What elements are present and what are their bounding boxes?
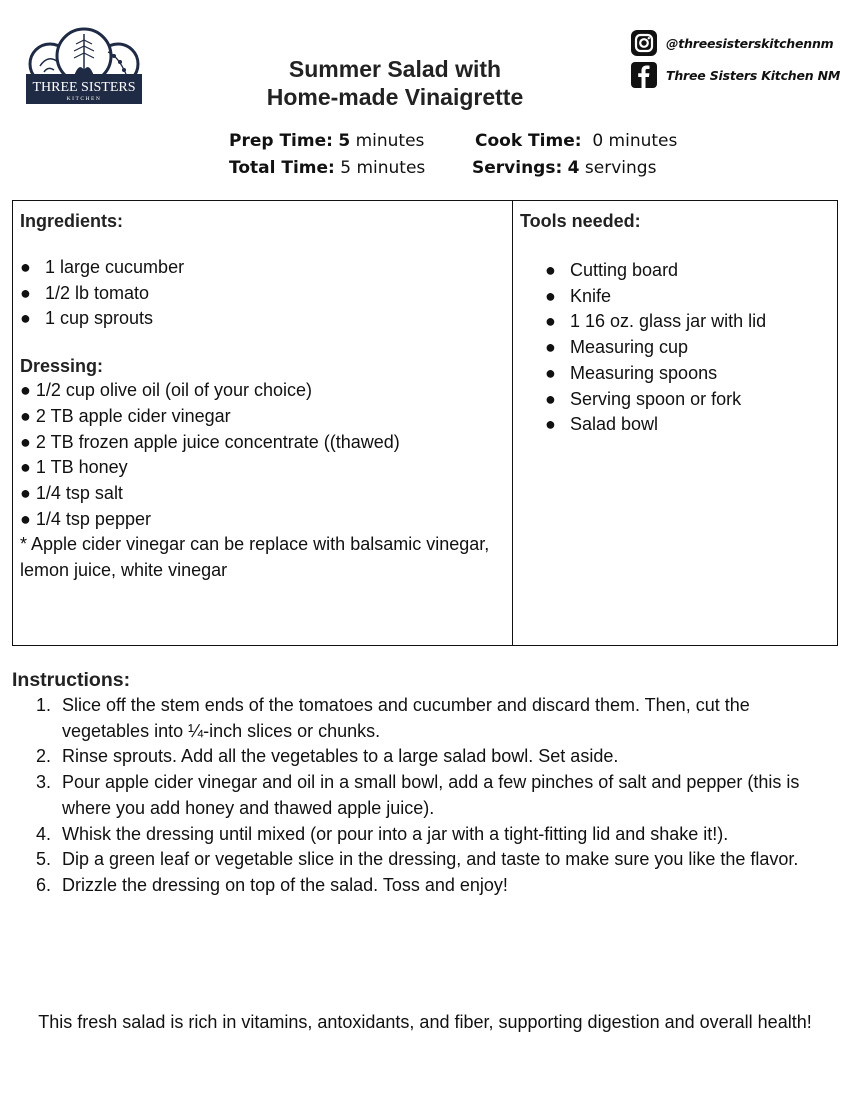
step-number: 3. xyxy=(36,772,52,793)
ingredient-text: 1/2 lb tomato xyxy=(45,282,150,303)
cook-time-label: Cook Time: xyxy=(475,131,582,151)
step-number: 6. xyxy=(36,874,52,895)
prep-time-unit: minutes xyxy=(350,131,425,151)
list-item xyxy=(20,455,512,481)
tool-text: Knife xyxy=(570,285,612,306)
tool-text: Salad bowl xyxy=(570,414,659,435)
health-note: This fresh salad is rich in vitamins, antoxidants, and fiber, supporting digestion and overall health! xyxy=(38,1012,812,1032)
title-line-2: Home-made Vinaigrette xyxy=(266,84,524,110)
list-item xyxy=(545,335,837,361)
instruction-step xyxy=(12,822,827,848)
bullet-icon: ● xyxy=(545,414,556,435)
list-item xyxy=(20,481,512,507)
total-time xyxy=(229,155,425,182)
bullet-icon: ● xyxy=(20,431,31,452)
step-number: 1. xyxy=(36,695,52,715)
bullet-icon: ● xyxy=(20,282,31,303)
tool-text: 1 16 oz. glass jar with lid xyxy=(570,311,767,332)
step-text: Whisk the dressing until mixed (or pour into a jar with a tight-fitting lid and shake it!). xyxy=(62,823,729,844)
list-item xyxy=(20,507,512,533)
bullet-icon: ● xyxy=(545,311,556,332)
bullet-icon: ● xyxy=(20,380,31,401)
list-item xyxy=(20,404,512,430)
list-item xyxy=(545,309,837,335)
step-number: 2. xyxy=(36,746,52,767)
recipe-times-right xyxy=(472,128,677,182)
facebook-icon xyxy=(630,61,658,89)
list-item xyxy=(545,361,837,387)
instruction-step xyxy=(12,847,827,873)
servings-label: Servings: xyxy=(472,158,563,178)
ingredient-text: 1 cup sprouts xyxy=(45,308,154,329)
list-item xyxy=(545,387,837,413)
bullet-icon: ● xyxy=(20,308,31,329)
step-number: 5. xyxy=(36,849,52,870)
three-sisters-kitchen-logo xyxy=(24,26,144,106)
cook-time-value: 0 minutes xyxy=(581,131,678,151)
instagram-handle: @threesisterskitchennm xyxy=(666,35,834,51)
bullet-icon: ● xyxy=(20,508,31,529)
bullet-icon: ● xyxy=(20,257,31,277)
step-text: Rinse sprouts. Add all the vegetables to a large salad bowl. Set aside. xyxy=(62,746,619,767)
recipe-times-left xyxy=(229,128,425,182)
ingredients-list xyxy=(20,255,512,332)
substitution-note: * Apple cider vinegar can be replace with balsamic vinegar, lemon juice, white vinegar xyxy=(20,534,490,581)
svg-text:KITCHEN: KITCHEN xyxy=(66,96,102,102)
prep-time-value: 5 xyxy=(338,131,351,151)
instruction-step xyxy=(12,693,827,744)
list-item xyxy=(20,255,512,281)
social-links xyxy=(630,28,845,92)
prep-time-label: Prep Time: xyxy=(229,131,333,151)
tools-list xyxy=(520,258,837,438)
prep-time xyxy=(229,128,425,155)
ingredients-tools-table xyxy=(12,200,838,646)
tool-text: Serving spoon or fork xyxy=(570,388,742,409)
dressing-item-text: 1/4 tsp pepper xyxy=(35,508,151,529)
bullet-icon: ● xyxy=(20,482,31,503)
total-time-value: 5 minutes xyxy=(334,158,426,178)
title-line-1: Summer Salad with xyxy=(288,56,502,82)
instructions-heading: Instructions: xyxy=(12,669,131,691)
bullet-icon: ● xyxy=(545,285,556,306)
instruction-step xyxy=(12,873,827,899)
instruction-step xyxy=(12,744,827,770)
facebook-page-name: Three Sisters Kitchen NM xyxy=(666,67,841,83)
list-item xyxy=(20,281,512,307)
tool-text: Measuring cup xyxy=(570,337,689,358)
step-number: 4. xyxy=(36,823,52,844)
step-text: Pour apple cider vinegar and oil in a small bowl, add a few pinches of salt and pepper (this is where you add honey and thawed apple juice). xyxy=(62,772,800,818)
svg-text:THREE SISTERS: THREE SISTERS xyxy=(32,80,136,95)
dressing-item-text: 1 TB honey xyxy=(35,457,128,478)
list-item xyxy=(20,306,512,332)
tools-heading: Tools needed: xyxy=(520,211,641,231)
tool-text: Measuring spoons xyxy=(570,362,718,383)
list-item xyxy=(545,258,837,284)
bullet-icon: ● xyxy=(545,362,556,383)
servings-value: 4 xyxy=(567,158,580,178)
step-text: Slice off the stem ends of the tomatoes and cucumber and discard them. Then, cut the vegetables into ¼-inch slices or chunks. xyxy=(62,695,750,741)
dressing-item-text: 2 TB apple cider vinegar xyxy=(35,405,231,426)
ingredients-heading: Ingredients: xyxy=(20,211,124,231)
bullet-icon: ● xyxy=(545,337,556,358)
tool-text: Cutting board xyxy=(570,260,679,280)
logo-graphic xyxy=(24,26,144,106)
list-item xyxy=(20,378,512,404)
list-item xyxy=(545,412,837,438)
recipe-title xyxy=(200,55,590,111)
tools-column xyxy=(513,201,837,645)
bullet-icon: ● xyxy=(545,388,556,409)
dressing-heading: Dressing: xyxy=(20,356,104,377)
servings-unit: servings xyxy=(579,158,657,178)
step-text: Dip a green leaf or vegetable slice in the dressing, and taste to make sure you like the flavor. xyxy=(62,849,799,870)
dressing-item-text: 2 TB frozen apple juice concentrate ((thawed) xyxy=(35,431,400,452)
instructions-list xyxy=(12,693,827,899)
list-item xyxy=(20,430,512,456)
instagram-link[interactable] xyxy=(630,28,845,58)
dressing-item-text: 1/2 cup olive oil (oil of your choice) xyxy=(35,380,313,401)
facebook-link[interactable] xyxy=(630,60,845,90)
instagram-icon xyxy=(630,29,658,57)
bullet-icon: ● xyxy=(20,457,31,478)
servings xyxy=(472,155,677,182)
bullet-icon: ● xyxy=(20,405,31,426)
dressing-list xyxy=(20,378,512,532)
list-item xyxy=(545,284,837,310)
total-time-label: Total Time: xyxy=(229,158,335,178)
ingredient-text: 1 large cucumber xyxy=(45,257,185,277)
instruction-step xyxy=(12,770,827,821)
dressing-item-text: 1/4 tsp salt xyxy=(35,482,123,503)
instructions-section xyxy=(12,667,827,899)
bullet-icon: ● xyxy=(545,260,556,280)
ingredients-column xyxy=(13,201,513,645)
cook-time xyxy=(472,128,677,155)
step-text: Drizzle the dressing on top of the salad. Toss and enjoy! xyxy=(62,874,508,895)
